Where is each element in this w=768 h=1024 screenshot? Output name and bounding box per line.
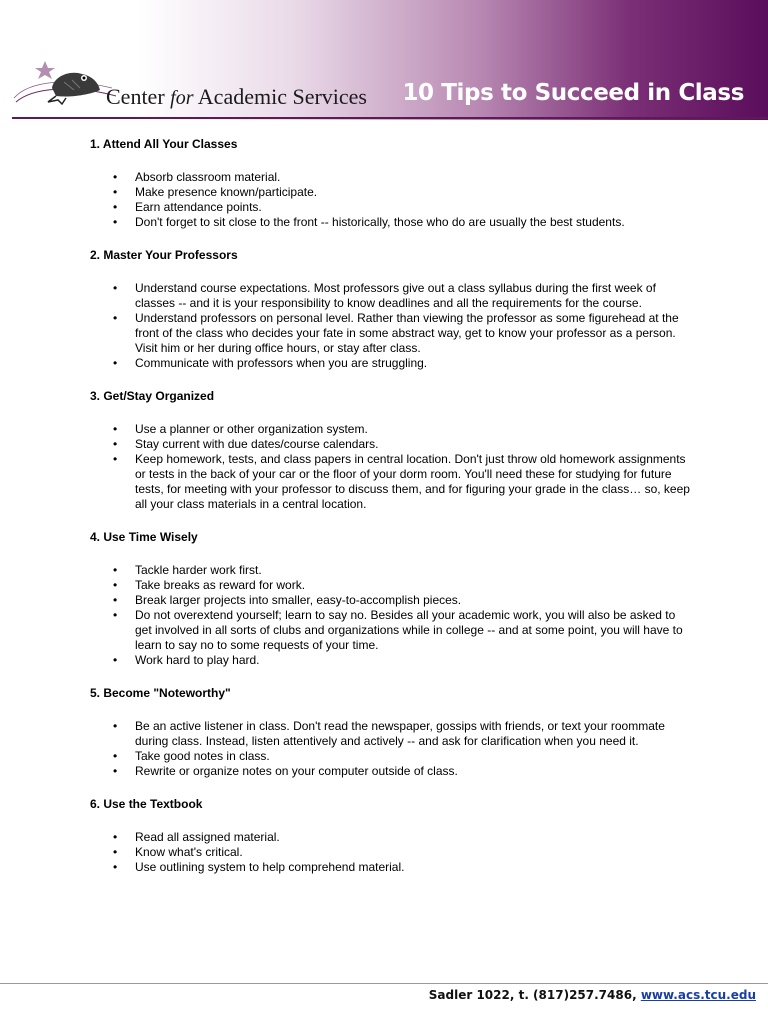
bullet-list <box>90 830 690 875</box>
document-title: 10 Tips to Succeed in Class <box>402 80 744 106</box>
bullet-icon: • <box>113 170 118 184</box>
list-item <box>90 845 690 860</box>
tip-section <box>90 248 690 371</box>
list-item-text: Communicate with professors when you are struggling. <box>135 356 428 370</box>
bullet-icon: • <box>113 845 118 859</box>
section-heading: 5. Become "Noteworthy" <box>90 686 231 700</box>
list-item-text: Understand course expectations. Most professors give out a class syllabus during the first week of classes -- and it is your responsibility to know deadlines and all the requirements for the course. <box>135 281 656 310</box>
section-heading: 2. Master Your Professors <box>90 248 238 262</box>
bullet-icon: • <box>113 422 118 436</box>
bullet-list <box>90 281 690 371</box>
list-item-text: Break larger projects into smaller, easy-to-accomplish pieces. <box>135 593 462 607</box>
bullet-icon: • <box>113 356 118 370</box>
list-item <box>90 437 690 452</box>
list-item-text: Understand professors on personal level. Rather than viewing the professor as some figurehead at the front of the class who decides your fate in some abstract way, get to know your professor as a person. Visit him or her during office hours, or stay after class. <box>135 311 679 355</box>
bullet-icon: • <box>113 860 118 874</box>
bullet-icon: • <box>113 452 118 466</box>
list-item <box>90 764 690 779</box>
section-heading: 6. Use the Textbook <box>90 797 203 811</box>
list-item-text: Earn attendance points. <box>135 200 262 214</box>
section-heading: 1. Attend All Your Classes <box>90 137 238 151</box>
list-item-text: Read all assigned material. <box>135 830 280 844</box>
tips-content <box>90 137 690 893</box>
list-item-text: Rewrite or organize notes on your computer outside of class. <box>135 764 458 778</box>
footer-contact <box>429 988 756 1002</box>
org-name-prefix: Center <box>106 84 171 109</box>
bullet-list <box>90 170 690 230</box>
bullet-icon: • <box>113 185 118 199</box>
bullet-icon: • <box>113 437 118 451</box>
list-item <box>90 200 690 215</box>
tip-section <box>90 797 690 875</box>
bullet-icon: • <box>113 653 118 667</box>
list-item-text: Make presence known/participate. <box>135 185 318 199</box>
bullet-list <box>90 422 690 512</box>
bullet-list <box>90 563 690 668</box>
bullet-icon: • <box>113 719 118 733</box>
org-name-for: for <box>170 87 194 109</box>
list-item-text: Absorb classroom material. <box>135 170 281 184</box>
list-item <box>90 311 690 356</box>
footer-address: Sadler 1022, t. (817)257.7486, <box>428 988 641 1002</box>
list-item-text: Work hard to play hard. <box>135 653 260 667</box>
org-name-suffix: Academic Services <box>193 84 367 109</box>
list-item-text: Use a planner or other organization system. <box>135 422 368 436</box>
organization-name <box>106 84 367 110</box>
bullet-list <box>90 719 690 779</box>
list-item <box>90 281 690 311</box>
list-item <box>90 170 690 185</box>
list-item-text: Know what's critical. <box>135 845 243 859</box>
list-item <box>90 422 690 437</box>
list-item-text: Use outlining system to help comprehend material. <box>135 860 405 874</box>
list-item-text: Do not overextend yourself; learn to say no. Besides all your academic work, you will also be asked to get involved in all sorts of clubs and organizations while in college -- and at some point, you will have to learn to say no to some requests of your time. <box>135 608 683 652</box>
list-item <box>90 830 690 845</box>
list-item <box>90 356 690 371</box>
tip-section <box>90 686 690 779</box>
bullet-icon: • <box>113 830 118 844</box>
list-item <box>90 563 690 578</box>
bullet-icon: • <box>113 608 118 622</box>
bullet-icon: • <box>113 563 118 577</box>
bullet-icon: • <box>113 311 118 325</box>
list-item <box>90 749 690 764</box>
list-item <box>90 452 690 512</box>
list-item-text: Don't forget to sit close to the front -- historically, those who do are usually the best students. <box>135 215 625 229</box>
footer-divider <box>0 983 768 984</box>
section-heading: 3. Get/Stay Organized <box>90 389 215 403</box>
bullet-icon: • <box>113 281 118 295</box>
list-item <box>90 578 690 593</box>
list-item <box>90 653 690 668</box>
tip-section <box>90 137 690 230</box>
list-item <box>90 719 690 749</box>
list-item-text: Be an active listener in class. Don't read the newspaper, gossips with friends, or text your roommate during class. Instead, listen attentively and actively -- and ask for clarification when you need it. <box>135 719 665 748</box>
bullet-icon: • <box>113 215 118 229</box>
list-item <box>90 185 690 200</box>
tip-section <box>90 389 690 512</box>
bullet-icon: • <box>113 749 118 763</box>
bullet-icon: • <box>113 764 118 778</box>
list-item-text: Stay current with due dates/course calendars. <box>135 437 379 451</box>
list-item-text: Tackle harder work first. <box>135 563 262 577</box>
list-item-text: Keep homework, tests, and class papers in central location. Don't just throw old homework assignments or tests in the back of your car or the floor of your dorm room. You'll need these for studying for future tests, for meeting with your professor to discuss them, and for figuring your grade in the class… so, keep all your class materials in a central location. <box>135 452 690 511</box>
list-item <box>90 608 690 653</box>
list-item-text: Take breaks as reward for work. <box>135 578 306 592</box>
header-divider <box>12 117 768 119</box>
list-item <box>90 215 690 230</box>
bullet-icon: • <box>113 578 118 592</box>
list-item <box>90 593 690 608</box>
list-item <box>90 860 690 875</box>
website-link[interactable]: www.acs.tcu.edu <box>640 988 756 1002</box>
bullet-icon: • <box>113 593 118 607</box>
section-heading: 4. Use Time Wisely <box>90 530 198 544</box>
tip-section <box>90 530 690 668</box>
list-item-text: Take good notes in class. <box>135 749 270 763</box>
bullet-icon: • <box>113 200 118 214</box>
